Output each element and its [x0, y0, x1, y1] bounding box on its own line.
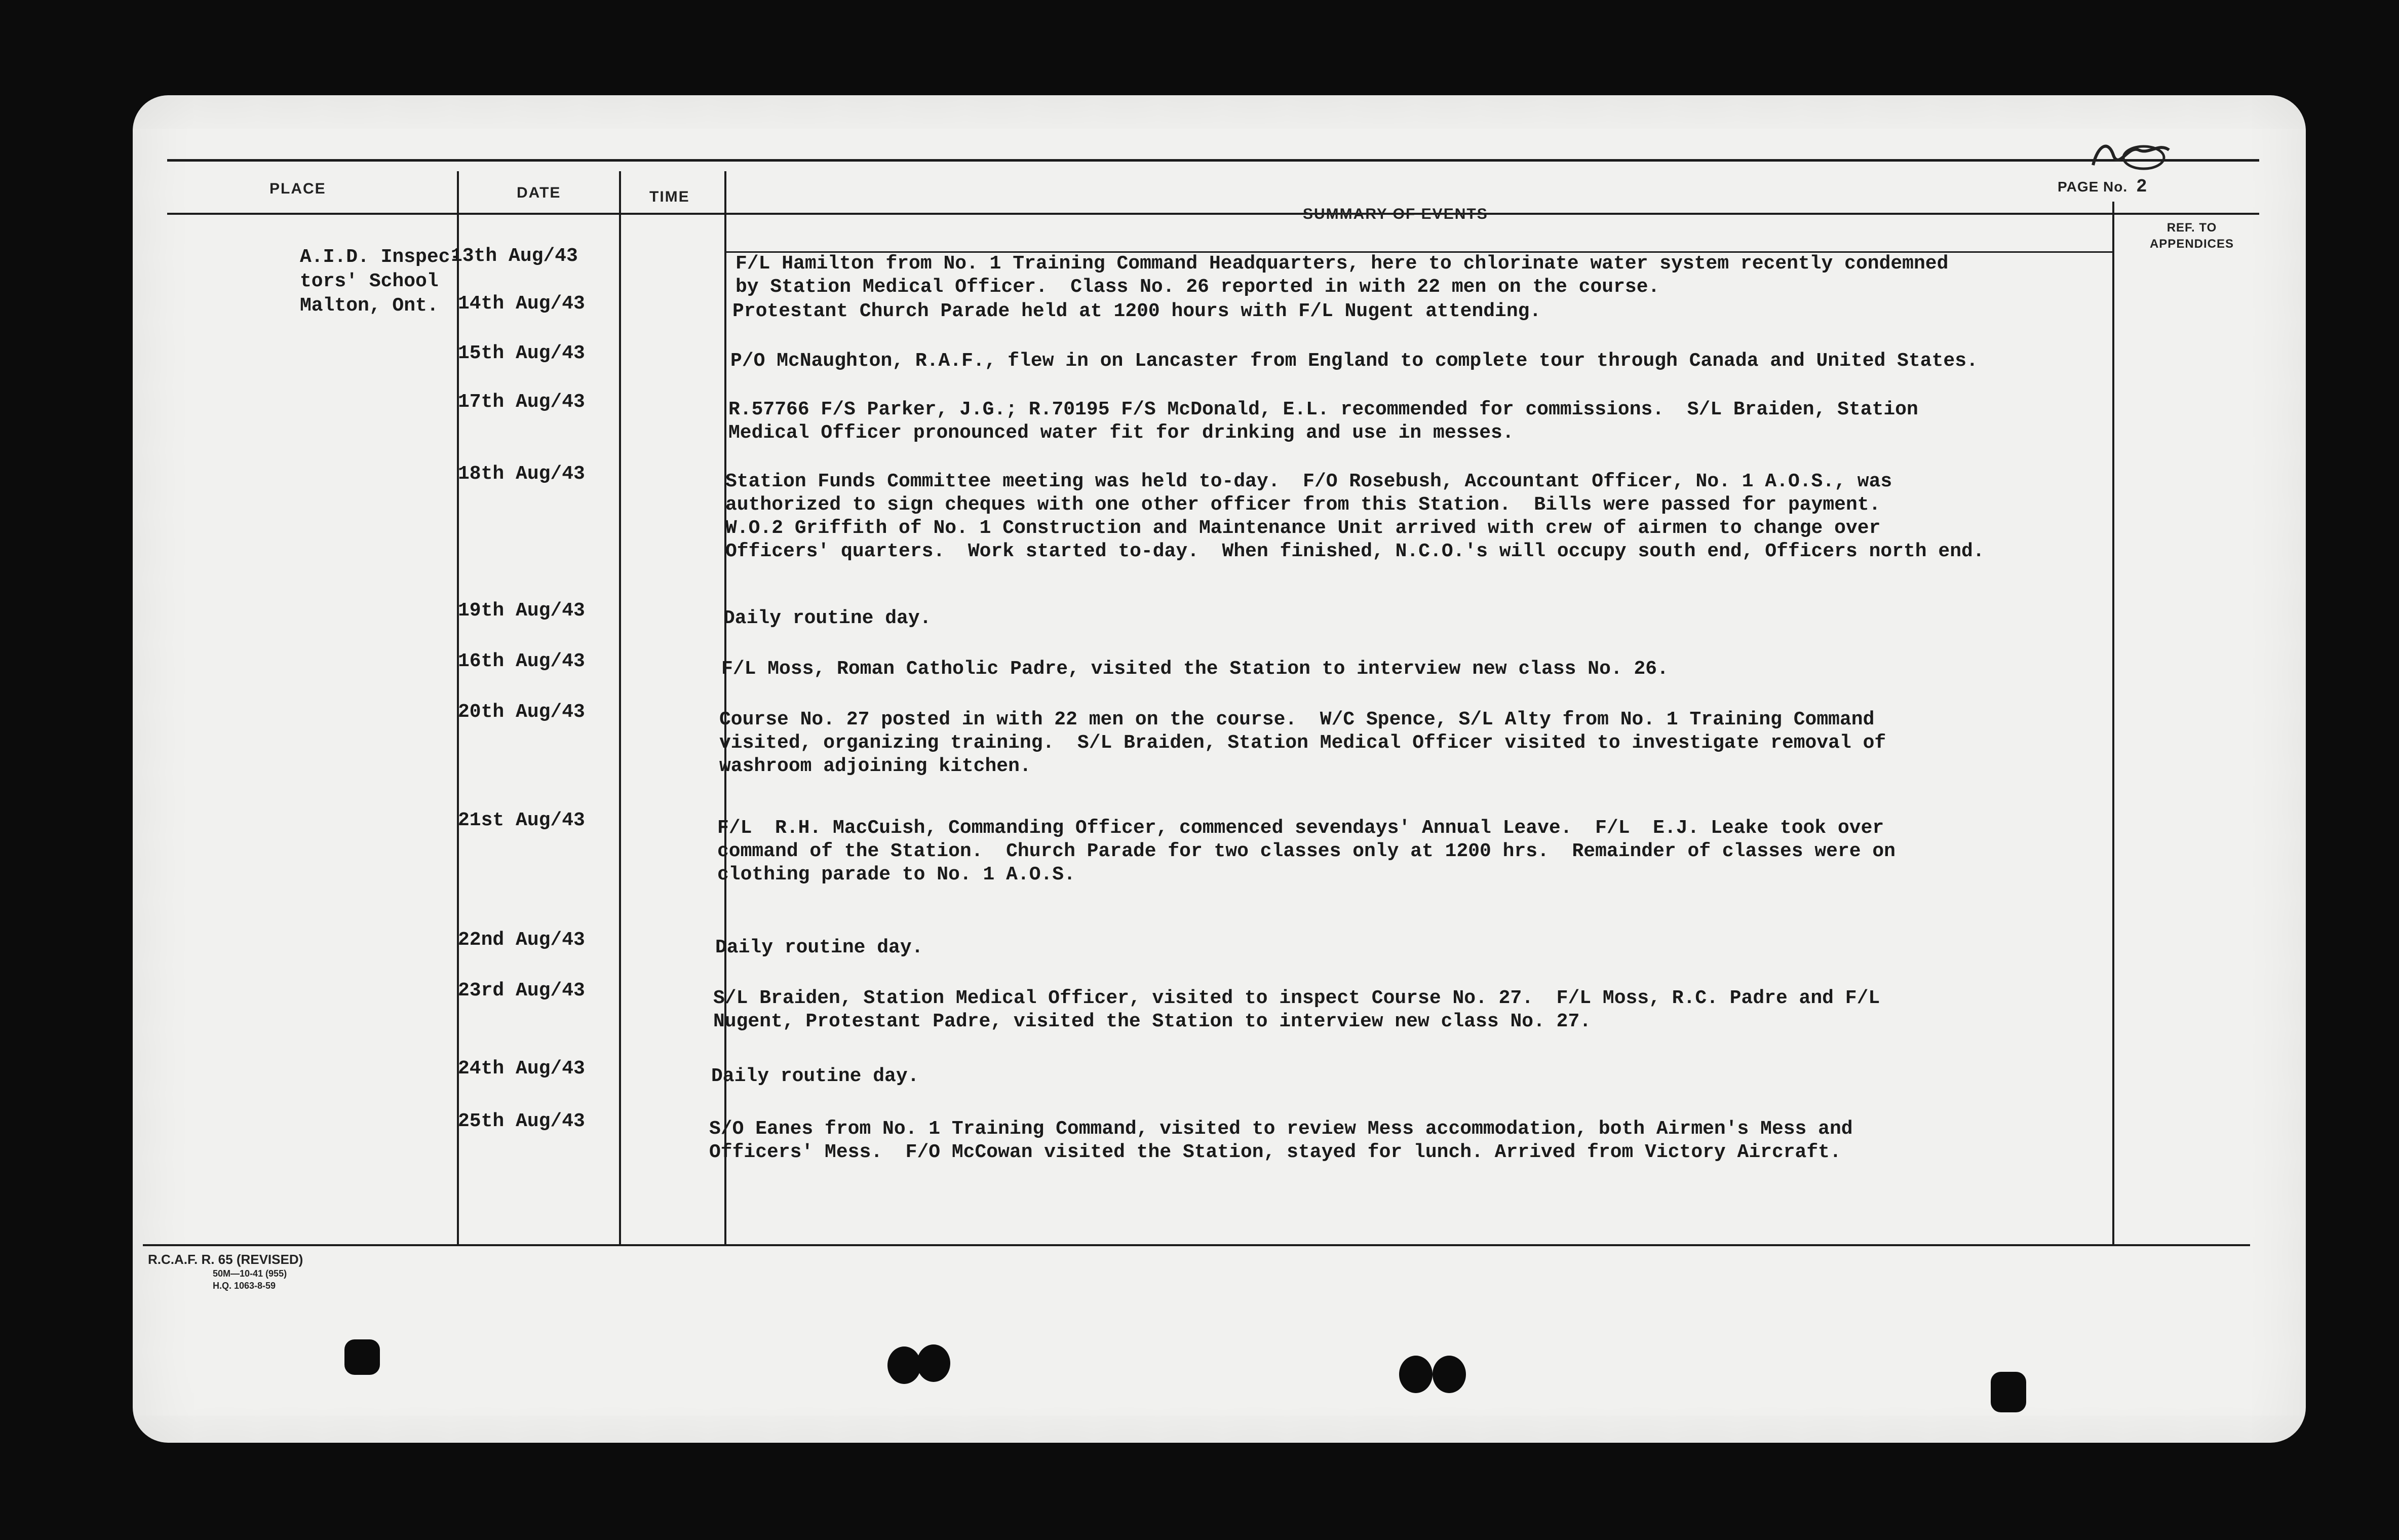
top-rule [167, 159, 2259, 162]
header-summary: SUMMARY OF EVENTS [1303, 206, 1488, 222]
bottom-rule [143, 1244, 2250, 1246]
binder-hole [1991, 1372, 2026, 1412]
page-number-value: 2 [2136, 176, 2148, 197]
entry-date: 18th Aug/43 [458, 463, 585, 485]
entry-date: 17th Aug/43 [458, 391, 585, 413]
entry-date: 24th Aug/43 [458, 1058, 585, 1080]
header-ref-line2: APPENDICES [2149, 237, 2234, 251]
entry-date: 15th Aug/43 [458, 342, 585, 364]
header-date: DATE [517, 184, 561, 201]
entry-summary: F/L R.H. MacCuish, Commanding Officer, commenced sevendays' Annual Leave. F/L E.J. Leake took over command of the Station. Church Parade for two classes only at 1200 hrs. Remainder of classes were on clothing parade to No. 1 A.O.S. [717, 817, 1895, 885]
binder-hole [344, 1339, 380, 1375]
diary-form-card [133, 95, 2306, 1443]
entry-date: 13th Aug/43 [451, 245, 578, 267]
binder-hole [1433, 1356, 1466, 1393]
binder-hole [917, 1344, 950, 1382]
entry-date: 21st Aug/43 [458, 810, 585, 831]
page-label: PAGE No. [2058, 179, 2128, 195]
entry-summary: Daily routine day. [723, 607, 932, 629]
form-footer [148, 1252, 303, 1292]
entry-date: 22nd Aug/43 [458, 929, 585, 951]
col-divider-date [619, 171, 621, 1245]
entry-summary: R.57766 F/S Parker, J.G.; R.70195 F/S McDonald, E.L. recommended for commissions. S/L Braiden, Station Medical Officer pronounced water fit for drinking and use in messes. [728, 399, 1918, 444]
entry-summary: P/O McNaughton, R.A.F., flew in on Lancaster from England to complete tour through Canada and United States. [730, 350, 1978, 372]
entry-summary: Course No. 27 posted in with 22 men on the course. W/C Spence, S/L Alty from No. 1 Training Command visited, organizing training. S/L Braiden, Station Medical Officer visited to investigate removal of washroom adjoining kitchen. [719, 709, 1886, 777]
entry-date: 16th Aug/43 [458, 650, 585, 672]
entry-summary: Station Funds Committee meeting was held to-day. F/O Rosebush, Accountant Officer, No. 1 A.O.S., was authorized to sign cheques with one other officer from this Station. Bills were passed for payment. W.O.2 Griffith of No. 1 Construction and Maintenance Unit arrived with crew of airmen to change over Officers' quarters. Work started to-day. When finished, N.C.O.'s will occupy south end, Officers north end. [725, 471, 1985, 562]
entry-date: 14th Aug/43 [458, 293, 585, 315]
entry-date: 23rd Aug/43 [458, 980, 585, 1002]
header-rule [167, 213, 2259, 215]
entry-summary: F/L Hamilton from No. 1 Training Command Headquarters, here to chlorinate water system recently condemned by Station Medical Officer. Class No. 26 reported in with 22 men on the course. [736, 253, 1949, 298]
entry-summary: Protestant Church Parade held at 1200 hours with F/L Nugent attending. [732, 300, 1541, 322]
entry-summary: S/O Eanes from No. 1 Training Command, visited to review Mess accommodation, both Airmen's Mess and Officers' Mess. F/O McCowan visited the Station, stayed for lunch. Arrived from Victory Aircraft. [709, 1118, 1853, 1163]
form-hq-line: H.Q. 1063-8-59 [213, 1281, 276, 1291]
col-divider-ref [2112, 202, 2114, 1245]
place-text: A.I.D. Inspec- tors' School Malton, Ont. [300, 246, 462, 317]
entry-date: 20th Aug/43 [458, 701, 585, 723]
binder-hole [1399, 1356, 1433, 1393]
header-place: PLACE [269, 180, 326, 197]
form-number: R.C.A.F. R. 65 (REVISED) [148, 1252, 303, 1267]
binder-hole [887, 1346, 921, 1384]
entry-summary: F/L Moss, Roman Catholic Padre, visited the Station to interview new class No. 26. [721, 658, 1669, 680]
form-print-line: 50M—10-41 (955) [213, 1268, 287, 1279]
entry-date: 25th Aug/43 [458, 1110, 585, 1132]
handwritten-mark-icon [2088, 135, 2174, 180]
header-time: TIME [649, 188, 690, 205]
entry-summary: Daily routine day. [715, 937, 923, 958]
header-ref-appendices [2126, 220, 2258, 252]
entry-summary: S/L Braiden, Station Medical Officer, visited to inspect Course No. 27. F/L Moss, R.C. Padre and F/L Nugent, Protestant Padre, visited the Station to interview new class No. 27. [713, 987, 1880, 1032]
entry-date: 19th Aug/43 [458, 600, 585, 622]
header-ref-line1: REF. TO [2166, 221, 2217, 235]
entry-summary: Daily routine day. [711, 1065, 919, 1087]
